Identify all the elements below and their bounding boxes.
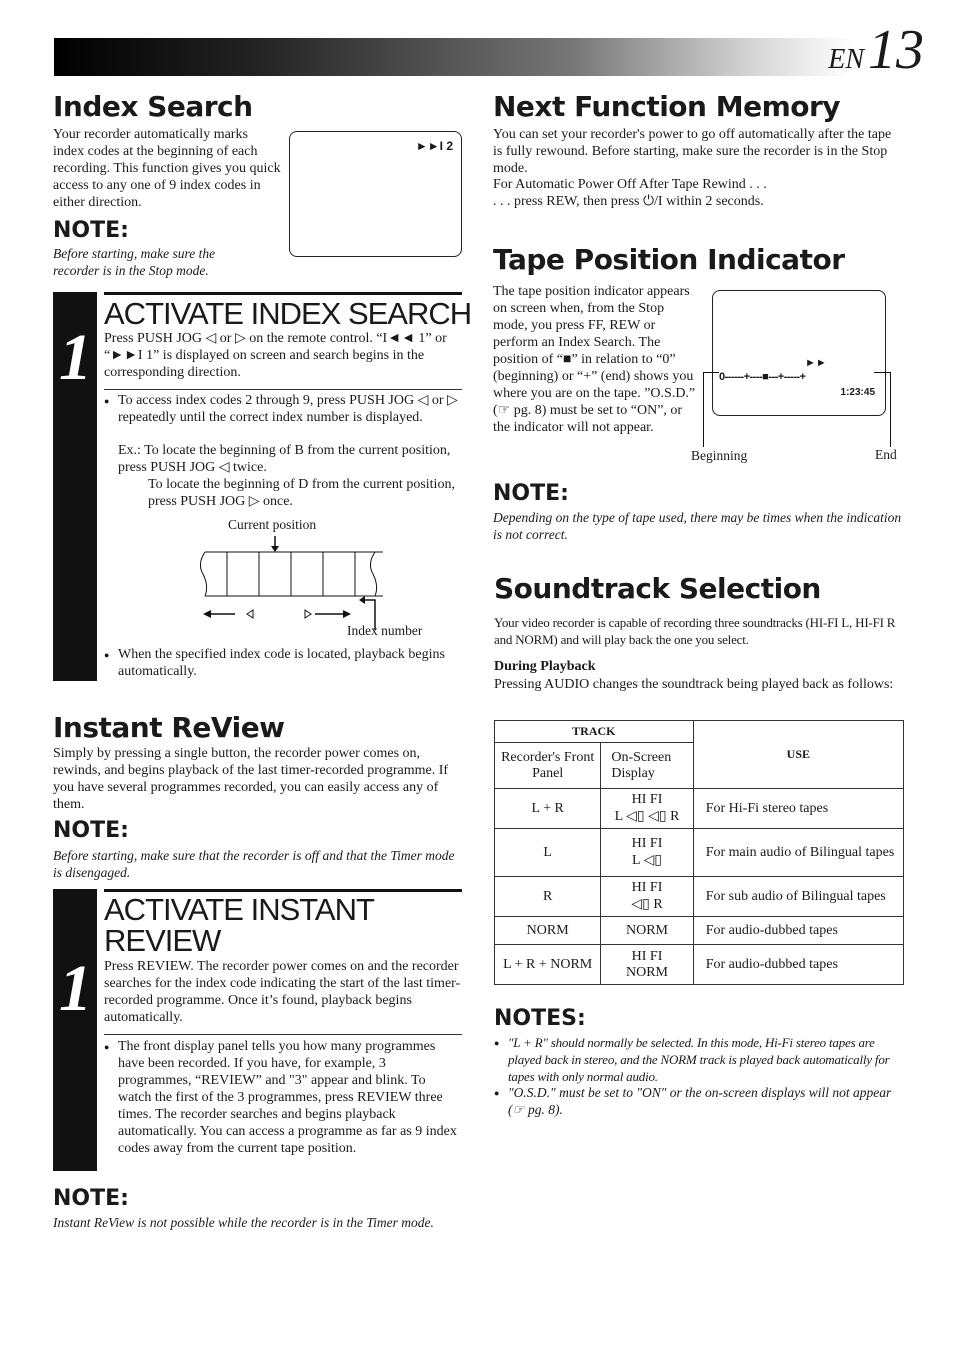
step-bar-2 (53, 889, 97, 1171)
cell-panel: L + R + NORM (495, 945, 601, 985)
instant-note2-label: NOTE: (53, 1186, 129, 1211)
page-num: 13 (868, 19, 924, 81)
end-line (890, 372, 891, 447)
index-search-intro: Your recorder automatically marks index codes at the beginning of each recording. This function gives you quick access to any one of 9 index codes in either direction. (53, 127, 281, 210)
track-header: TRACK (495, 721, 694, 743)
soundtrack-title: Soundtrack Selection (494, 572, 821, 605)
step-divider-2 (104, 1034, 462, 1035)
col-osd: On-Screen Display (601, 743, 693, 789)
soundtrack-note-1: ● "L + R" should normally be selected. In this mode, Hi-Fi stereo tapes are played back in stereo, and the NORM track is played back automatically for tapes with only normal audio. (508, 1034, 904, 1085)
soundtrack-note-2: ● "O.S.D." must be set to "ON" or the on-screen displays will not appear (☞ pg. 8). (508, 1084, 904, 1118)
beginning-label: Beginning (691, 448, 748, 463)
index-note: Before starting, make sure the recorder is in the Stop mode. (53, 246, 216, 278)
cell-osd-line1: HI FI (631, 836, 663, 851)
cell-osd-line2: L ◁▯ (632, 853, 663, 868)
during-playback: During Playback (494, 659, 596, 674)
table-row (495, 917, 904, 945)
page-number (828, 19, 924, 81)
header-bar (54, 38, 854, 76)
example-1: Ex.: To locate the beginning of B from the current position, press PUSH JOG ◁ twice. (118, 443, 451, 475)
bullet-index-codes: ● To access index codes 2 through 9, press PUSH JOG ◁ or ▷ repeatedly until the correct index number is displayed. (118, 392, 458, 426)
cell-osd-line2: L ◁▯ ◁▯ R (614, 809, 680, 824)
step-bar (53, 292, 97, 681)
instant-review-intro: Simply by pressing a single button, the recorder power comes on, rewinds, and begins playback of the last timer-recorded programme. If you have several programmes recorded, you can easily access any of them. (53, 746, 449, 812)
example-2: To locate the beginning of D from the current position, press PUSH JOG ▷ once. (148, 477, 455, 509)
step-number: 1 (59, 321, 92, 394)
cell-panel: L (495, 829, 601, 877)
tape-position-title: Tape Position Indicator (493, 243, 845, 276)
tape-bar: 0------+----■---+-----+ (719, 371, 806, 383)
end-line-h (874, 372, 890, 373)
index-note-label: NOTE: (53, 218, 129, 243)
cell-osd (601, 829, 693, 877)
step-number-2: 1 (59, 952, 92, 1025)
next-function-body: You can set your recorder's power to go off automatically after the tape is fully rewound. Before starting, make sure the recorder is in the Stop mode. (493, 127, 892, 176)
instant-note2: Instant ReView is not possible while the recorder is in the Timer mode. (53, 1215, 434, 1230)
step-divider (104, 389, 462, 390)
cell-osd-line1: HI FI (631, 880, 663, 895)
cell-panel: L + R (495, 789, 601, 829)
tape-screen (712, 290, 886, 416)
index-screen (289, 131, 462, 257)
cell-osd-line1: HI FI (631, 948, 663, 964)
table-row (495, 829, 904, 877)
cell-panel: NORM (495, 917, 601, 945)
next-function-line2: For Automatic Power Off After Tape Rewind . . . (493, 177, 767, 192)
cell-osd-line2: NORM (626, 964, 669, 980)
step-title-2a: ACTIVATE INSTANT (104, 892, 374, 927)
beginning-line-h (703, 372, 719, 373)
beginning-line (703, 372, 704, 447)
next-function-line3: . . . press REW, then press ⏻/I within 2 seconds. (493, 194, 764, 209)
next-function-title: Next Function Memory (493, 90, 841, 123)
col-front-panel: Recorder's Front Panel (495, 743, 601, 789)
instant-note: Before starting, make sure that the recorder is off and that the Timer mode is disengaged. (53, 848, 455, 880)
bullet-front-display: ● The front display panel tells you how many programmes have been recorded. If you have, for example, 3 programmes, “REVIEW” and "3" appear and blink. To watch the first of the 3 programmes, press REVIEW three times. The recorder searches and begins playback automatically. You can access a programme as far as 9 index codes away from the current tape position. (118, 1038, 460, 1157)
ff-symbol: ►► (805, 357, 827, 369)
cell-osd (601, 917, 693, 945)
step-title-2b: REVIEW (104, 923, 221, 958)
cell-osd-line1: HI FI (631, 792, 663, 807)
step-rule (104, 292, 462, 295)
tape-time: 1:23:45 (840, 387, 875, 398)
language-code: EN (828, 44, 864, 75)
instant-review-title: Instant ReView (53, 711, 285, 744)
use-header: USE (693, 721, 903, 789)
cell-osd-line1: NORM (626, 922, 669, 938)
cell-use: For audio-dubbed tapes (693, 917, 903, 945)
cell-osd (601, 789, 693, 829)
bullet-located: ● When the specified index code is located, playback begins automatically. (118, 646, 458, 680)
cell-use: For main audio of Bilingual tapes (693, 829, 903, 877)
end-label: End (875, 447, 897, 462)
pressing-audio: Pressing AUDIO changes the soundtrack being played back as follows: (494, 677, 894, 692)
tape-note-label: NOTE: (493, 481, 569, 506)
tape-position-body: The tape position indicator appears on screen when, from the Stop mode, you press FF, REW or perform an Index Search. The position of “■” in relation to “0” (beginning) or “+” (end) shows you where you are on the tape. ”O.S.D.” (☞ pg. 8) must be set to “ON”, or the indicator will not appear. (493, 284, 696, 435)
soundtrack-body: Your video recorder is capable of recording three soundtracks (HI-FI L, HI-FI R and NORM) and will play back the one you select. (494, 615, 896, 647)
cell-panel: R (495, 877, 601, 917)
step-text: Press PUSH JOG ◁ or ▷ on the remote control. “I◄◄ 1” or “►►I 1” is displayed on screen and search begins in the corresponding direction. (104, 331, 447, 380)
step-text-2: Press REVIEW. The recorder power comes on and the recorder searches for the index code indicating the start of the last timer-recorded programme. Once it’s found, playback begins automatically. (104, 959, 461, 1025)
step-title: ACTIVATE INDEX SEARCH (104, 296, 472, 331)
cell-osd-line2: ◁▯ R (631, 897, 663, 912)
instant-note-label: NOTE: (53, 818, 129, 843)
table-row (495, 789, 904, 829)
notes-label: NOTES: (494, 1006, 586, 1031)
index-search-title: Index Search (53, 90, 253, 123)
index-screen-text: ►►I 2 (415, 139, 453, 153)
cell-osd (601, 945, 693, 985)
soundtrack-table (494, 720, 904, 985)
cell-osd (601, 877, 693, 917)
cell-use: For audio-dubbed tapes (693, 945, 903, 985)
cell-use: For sub audio of Bilingual tapes (693, 877, 903, 917)
table-row (495, 945, 904, 985)
current-position-label: Current position (228, 517, 317, 532)
cell-use: For Hi-Fi stereo tapes (693, 789, 903, 829)
table-row (495, 877, 904, 917)
tape-note: Depending on the type of tape used, there may be times when the indication is not correct. (493, 510, 902, 542)
index-number-label: Index number (347, 623, 423, 638)
